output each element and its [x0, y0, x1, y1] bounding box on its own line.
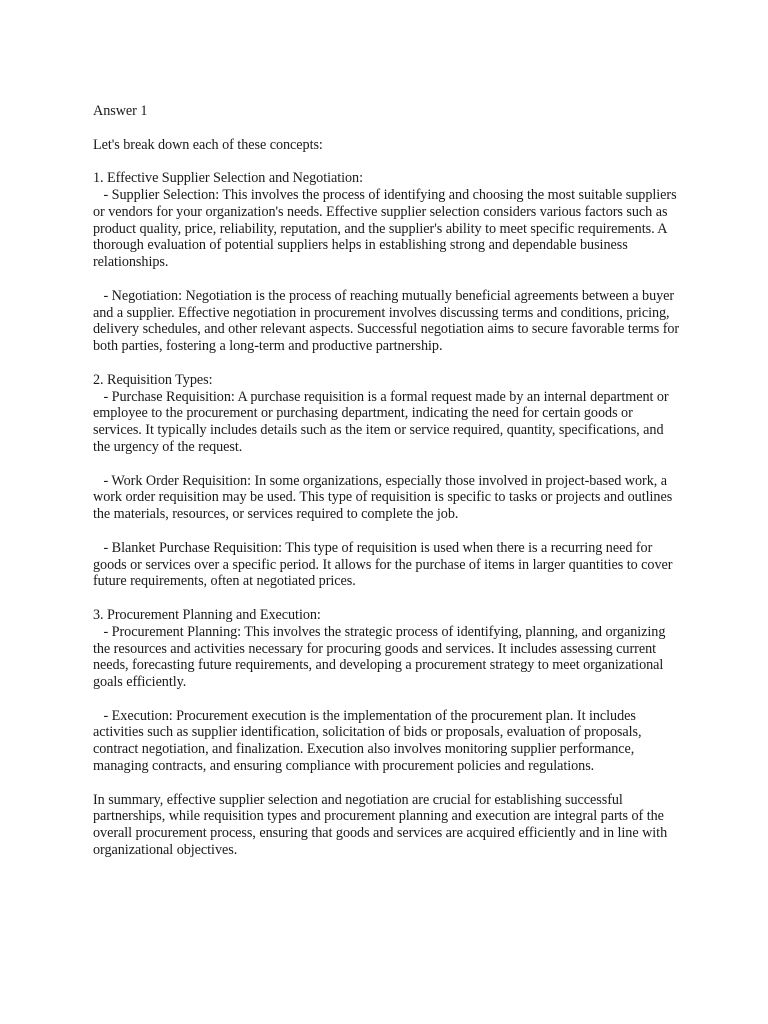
paragraph-work-order-requisition: - Work Order Requisition: In some organizations, especially those involved in project-based work, a work order requisition may be used. This type of requisition is specific to tasks or projects and outlines the materials, resources, or services required to complete the job.: [93, 472, 676, 523]
document-title: Answer 1: [93, 103, 148, 119]
intro-text: Let's break down each of these concepts:: [93, 136, 323, 153]
spacer: [93, 691, 683, 708]
spacer: [93, 355, 683, 372]
section-heading-supplier-selection: 1. Effective Supplier Selection and Negotiation:: [93, 170, 363, 187]
paragraph-execution: - Execution: Procurement execution is the implementation of the procurement plan. It includes activities such as supplier identification, solicitation of bids or proposals, evaluation of proposals, contract negotiation, and finalization. Execution also involves monitoring supplier performance, managing contracts, and ensuring compliance with procurement policies and regulations.: [93, 707, 645, 775]
spacer: [93, 153, 683, 170]
paragraph-supplier-selection: - Supplier Selection: This involves the process of identifying and choosing the most suitable suppliers or vendors for your organization's needs. Effective supplier selection considers various factors such as product quality, price, reliability, reputation, and the supplier's ability to meet specific requirements. A thorough evaluation of potential suppliers helps in establishing strong and dependable business relationships.: [93, 186, 681, 271]
paragraph-blanket-purchase-requisition: - Blanket Purchase Requisition: This type of requisition is used when there is a recurring need for goods or services over a specific period. It allows for the purchase of items in larger quantities to cover future requirements, often at negotiated prices.: [93, 539, 676, 590]
spacer: [93, 775, 683, 792]
spacer: [93, 456, 683, 473]
spacer: [93, 523, 683, 540]
spacer: [93, 590, 683, 607]
paragraph-negotiation: - Negotiation: Negotiation is the process of reaching mutually beneficial agreements between a buyer and a supplier. Effective negotiation in procurement involves discussing terms and conditions, pricing, delivery schedules, and other relevant aspects. Successful negotiation aims to secure favorable terms for both parties, fostering a long-term and productive partnership.: [93, 287, 683, 355]
section-heading-requisition-types: 2. Requisition Types:: [93, 371, 213, 388]
document-body: [93, 103, 683, 859]
spacer: [93, 120, 683, 137]
paragraph-purchase-requisition: - Purchase Requisition: A purchase requisition is a formal request made by an internal department or employee to the procurement or purchasing department, indicating the need for certain goods or services. It typically includes details such as the item or service required, quantity, specifications, and the urgency of the request.: [93, 388, 673, 455]
summary-paragraph: In summary, effective supplier selection and negotiation are crucial for establishing successful partnerships, while requisition types and procurement planning and execution are integral parts of the overall procurement process, ensuring that goods and services are acquired efficiently and in line with organizational objectives.: [93, 791, 671, 859]
section-heading-procurement-planning: 3. Procurement Planning and Execution:: [93, 606, 321, 623]
paragraph-procurement-planning: - Procurement Planning: This involves the strategic process of identifying, planning, and organizing the resources and activities necessary for procuring goods and services. It includes assessing current needs, forecasting future requirements, and developing a procurement strategy to meet organizational goals efficiently.: [93, 623, 669, 691]
spacer: [93, 271, 683, 288]
